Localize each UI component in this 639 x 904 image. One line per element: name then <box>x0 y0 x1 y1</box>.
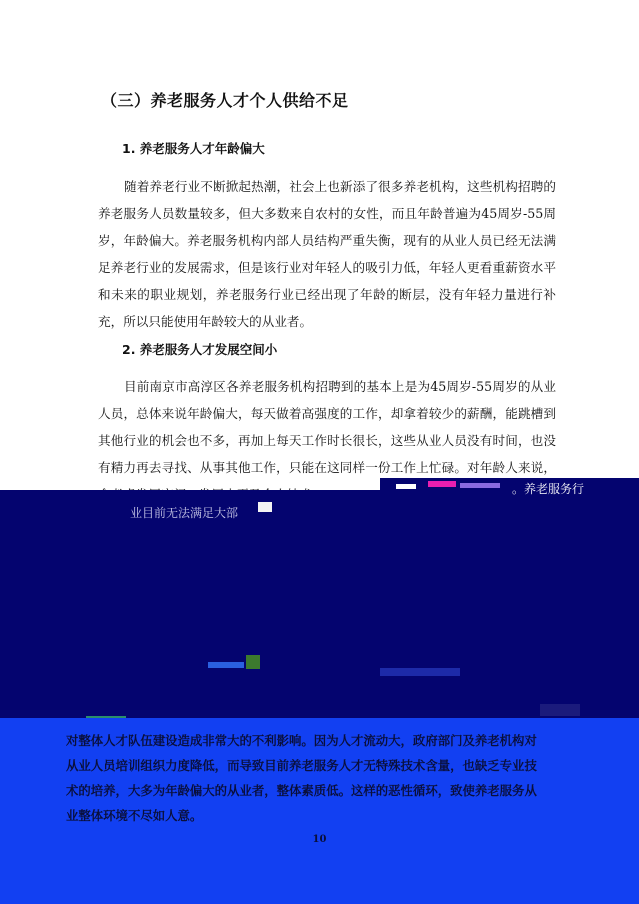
subsection-title-age: 1. 养老服务人才年龄偏大 <box>122 141 265 156</box>
glitch-fragment <box>208 662 244 668</box>
glitch-fragment <box>428 481 456 487</box>
paragraph-impact: 对整体人才队伍建设造成非常大的不利影响。因为人才流动大，政府部门及养老机构对从业人员培训组织力度降低，而导致目前养老服务人才无特殊技术含量，也缺乏专业技术的培养，大多为年龄偏大的从业者，整体素质低。这样的恶性循环，致使养老服务从业整体环境不尽如人意。 <box>66 733 537 823</box>
glitch-strip <box>380 478 639 492</box>
paragraph-development-text: 目前南京市高淳区各养老服务机构招聘到的基本上是为45周岁-55周岁的从业人员，总体来说年龄偏大，每天做着高强度的工作，却拿着较少的薪酬，能跳槽到其他行业的机会也不多，再加上每天工作时长很长，这些从业人员没有时间，也没有精力再去寻找、从事其他工作，只能在这同样一份工作上忙碌。对年龄人来说， <box>98 379 556 475</box>
glitch-fragment <box>380 668 460 676</box>
section-title: （三）养老服务人才个人供给不足 <box>101 91 349 110</box>
glitch-fragment <box>246 655 260 669</box>
paragraph-age: 随着养老行业不断掀起热潮，社会上也新添了很多养老机构，这些机构招聘的养老服务人员数量较多，但大多数来自农村的女性，而且年龄普遍为45周岁-55周岁，年龄偏大。养老服务机构内部人员结构严重失衡，现有的从业人员已经无法满足养老行业的发展需求，但是该行业对年轻人的吸引力低，年轻人更看重薪资水平和未来的职业规划，养老服务行业已经出现了年龄的断层，没有年轻力量进行补充，所以只能使用年龄较大的从业者。 <box>98 179 556 329</box>
paragraph-development-line2: 业目前无法满足大部 <box>130 506 239 520</box>
subsection-title-development: 2. 养老服务人才发展空间小 <box>122 342 278 357</box>
paragraph-development-tail: 。养老服务行 <box>512 482 585 496</box>
glitch-fragment <box>396 484 416 489</box>
page-number: 10 <box>312 834 327 845</box>
glitch-fragment <box>540 704 580 716</box>
glitch-fragment <box>258 502 272 512</box>
glitch-fragment <box>460 483 500 488</box>
